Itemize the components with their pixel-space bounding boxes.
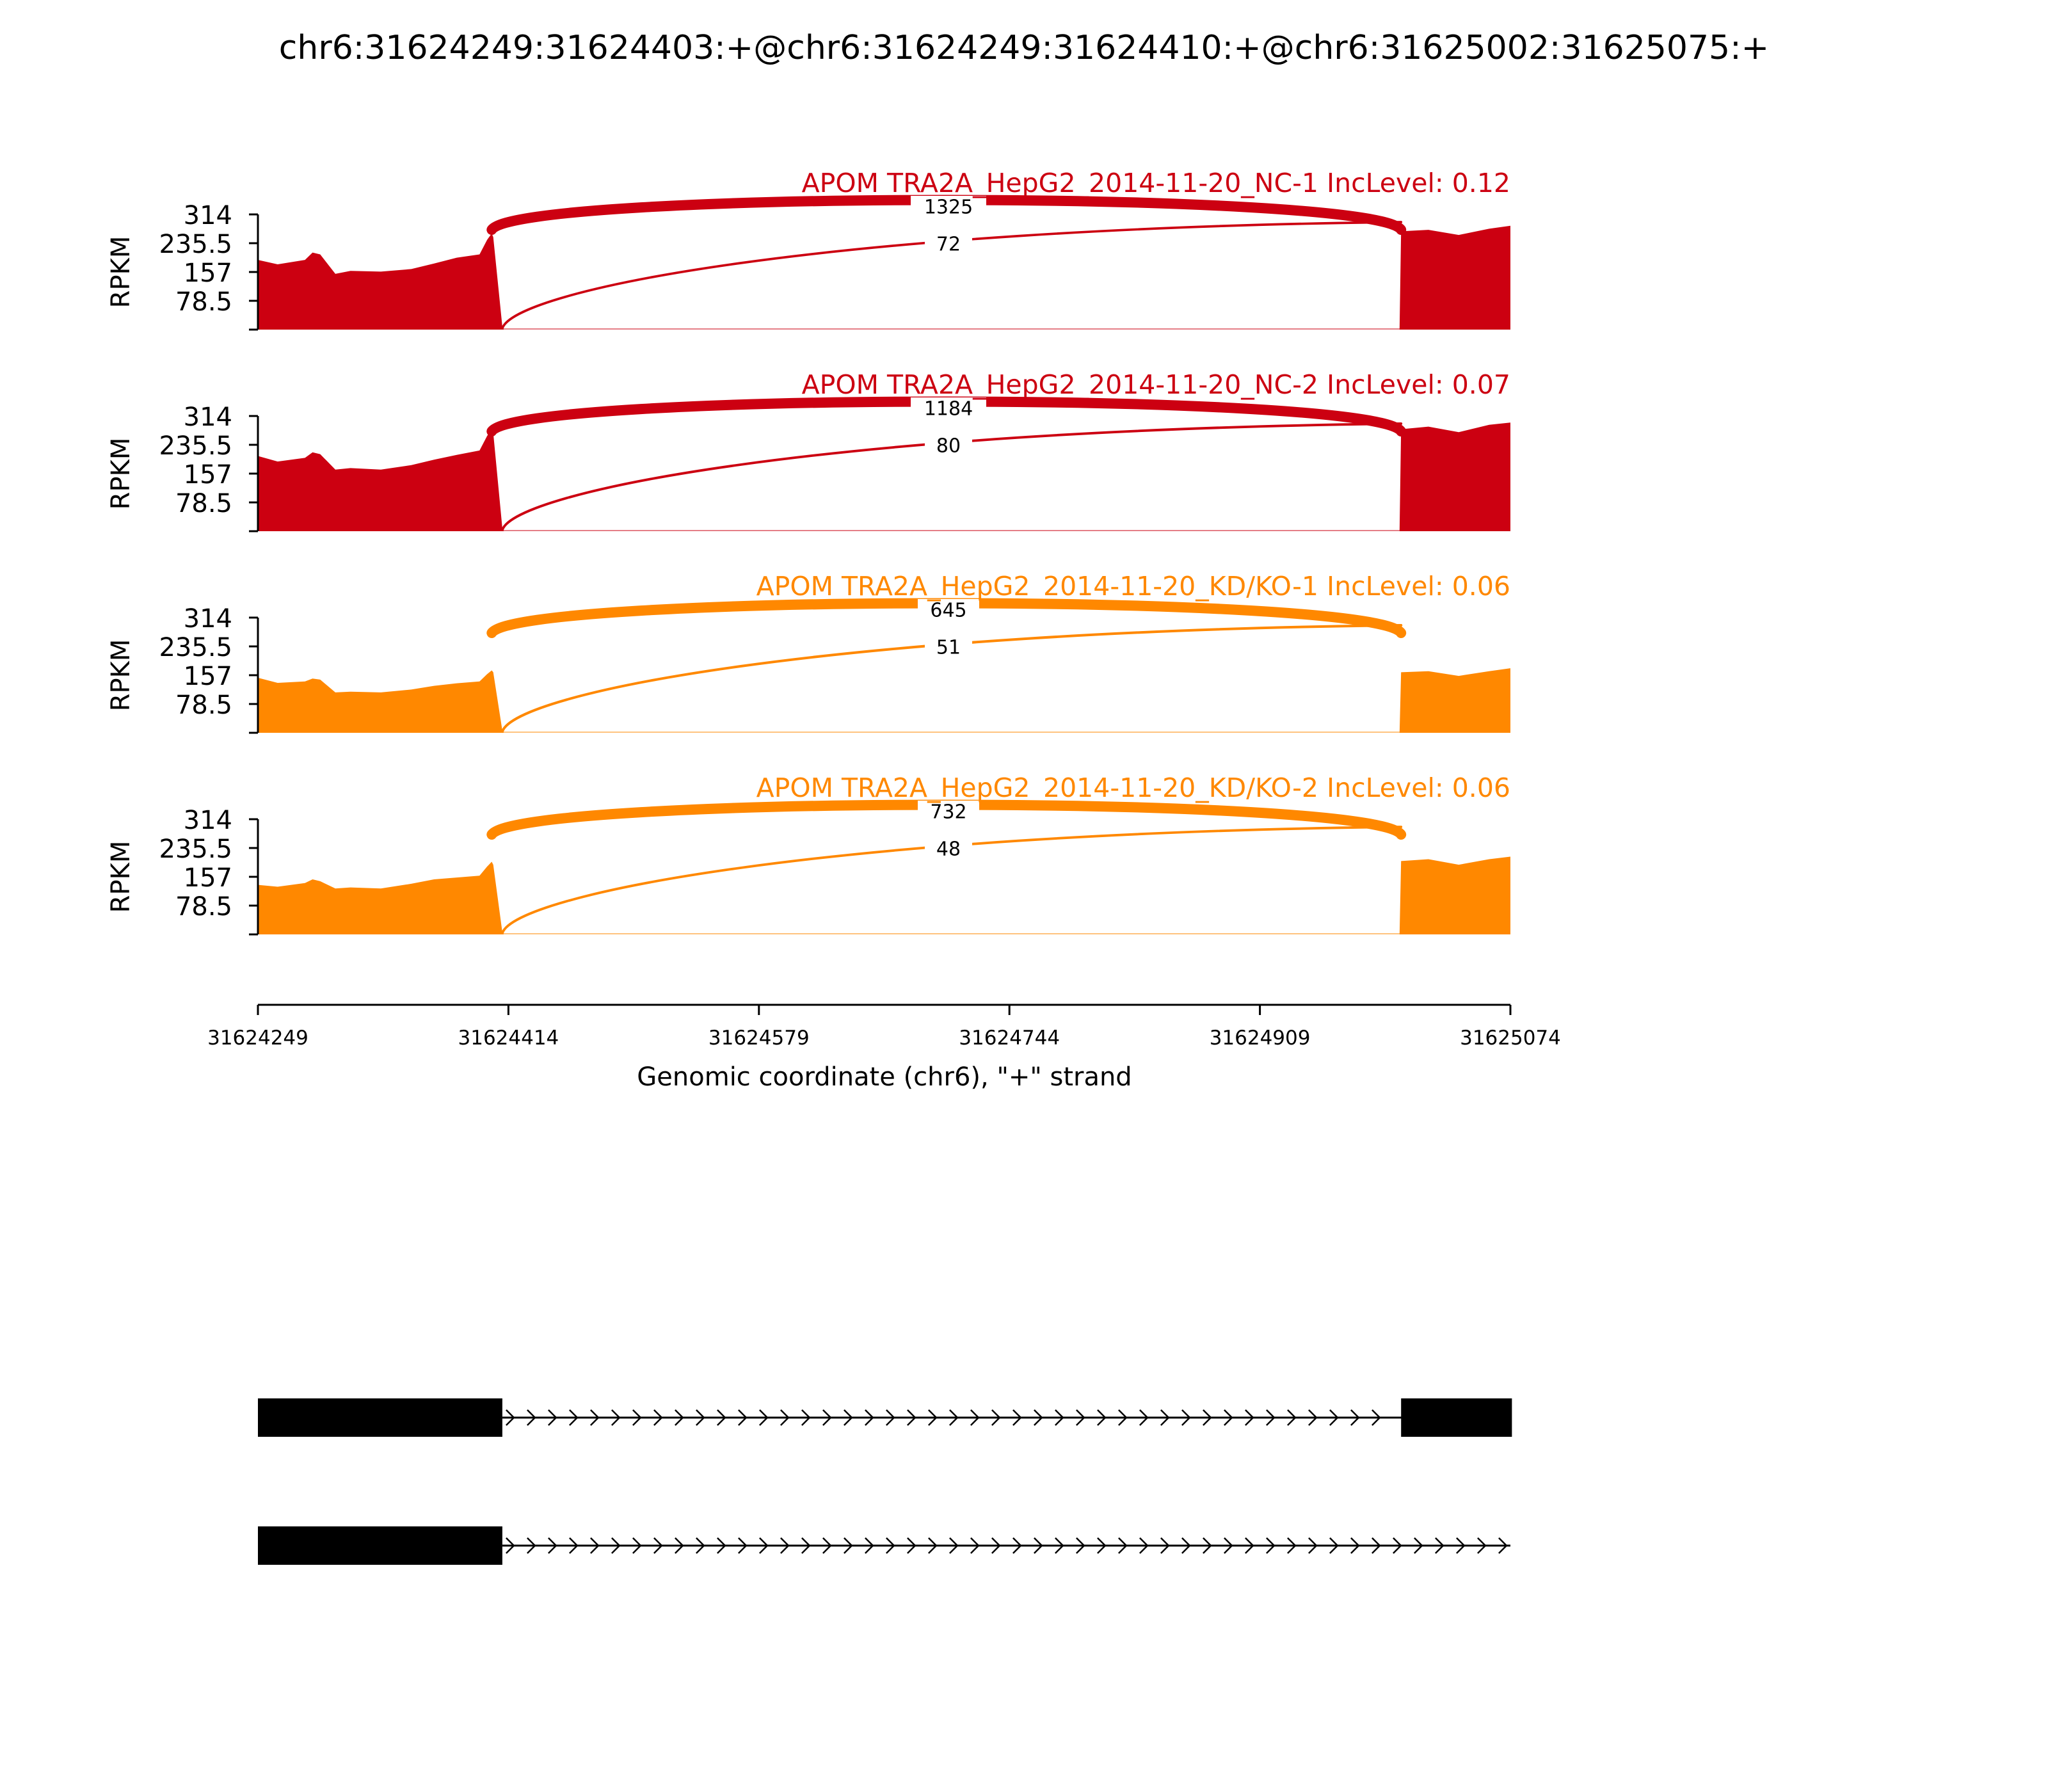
x-tick-label: 31624249 [207,1027,308,1050]
y-tick-label: 314 [183,403,232,432]
y-tick-label: 314 [183,604,232,634]
coverage-area [258,422,1510,531]
y-tick-label: 235.5 [159,230,232,259]
x-tick-label: 31624579 [708,1027,810,1050]
exon-block [258,1398,502,1437]
y-tick-label: 314 [183,201,232,230]
y-tick-label: 235.5 [159,431,232,461]
track-title: APOM TRA2A_HepG2_2014-11-20_NC-2 IncLevel: 0.07 [801,369,1510,400]
junction-count-label: 72 [936,233,961,256]
y-tick-label: 78.5 [175,287,232,317]
isoform-2 [258,1526,1510,1565]
track-1 [106,168,1510,330]
junction-count-label: 48 [936,838,961,861]
isoform-1 [258,1398,1512,1437]
y-tick-label: 235.5 [159,633,232,662]
x-tick-label: 31625074 [1460,1027,1561,1050]
junction-count-label: 51 [936,636,961,659]
junction-count-label: 80 [936,435,961,458]
tracks-layer [106,168,1510,934]
y-axis-label: RPKM [106,236,136,308]
y-tick-label: 314 [183,806,232,835]
coverage-area [258,668,1510,733]
y-tick-label: 157 [183,259,232,288]
x-tick-label: 31624414 [458,1027,559,1050]
y-tick-label: 157 [183,863,232,893]
y-tick-label: 157 [183,662,232,691]
figure-title: chr6:31624249:31624403:+@chr6:31624249:31624410:+@chr6:31625002:31625075:+ [278,29,1770,67]
x-tick-label: 31624744 [959,1027,1060,1050]
y-axis-label: RPKM [106,639,136,712]
junction-count-label: 1325 [924,196,973,219]
track-2 [106,369,1510,531]
junction-count-label: 645 [930,599,967,622]
coverage-area [258,857,1510,935]
track-3 [106,571,1510,733]
track-title: APOM TRA2A_HepG2_2014-11-20_KD/KO-1 IncLevel: 0.06 [756,571,1510,602]
y-tick-label: 157 [183,460,232,490]
junction-count-label: 732 [930,801,967,824]
exon-block [258,1526,502,1565]
x-tick-label: 31624909 [1209,1027,1311,1050]
x-axis [207,1005,1561,1092]
coverage-area [258,226,1510,330]
y-axis-label: RPKM [106,840,136,913]
junction-count-label: 1184 [924,397,973,420]
track-title: APOM TRA2A_HepG2_2014-11-20_KD/KO-2 IncLevel: 0.06 [756,772,1510,803]
y-axis-label: RPKM [106,437,136,510]
y-tick-label: 78.5 [175,489,232,518]
gene-model [258,1398,1512,1565]
x-axis-label: Genomic coordinate (chr6), "+" strand [637,1062,1132,1092]
y-tick-label: 235.5 [159,835,232,864]
y-tick-label: 78.5 [175,892,232,922]
track-4 [106,772,1510,934]
y-tick-label: 78.5 [175,691,232,720]
exon-block [1401,1398,1512,1437]
track-title: APOM TRA2A_HepG2_2014-11-20_NC-1 IncLevel: 0.12 [801,168,1510,198]
